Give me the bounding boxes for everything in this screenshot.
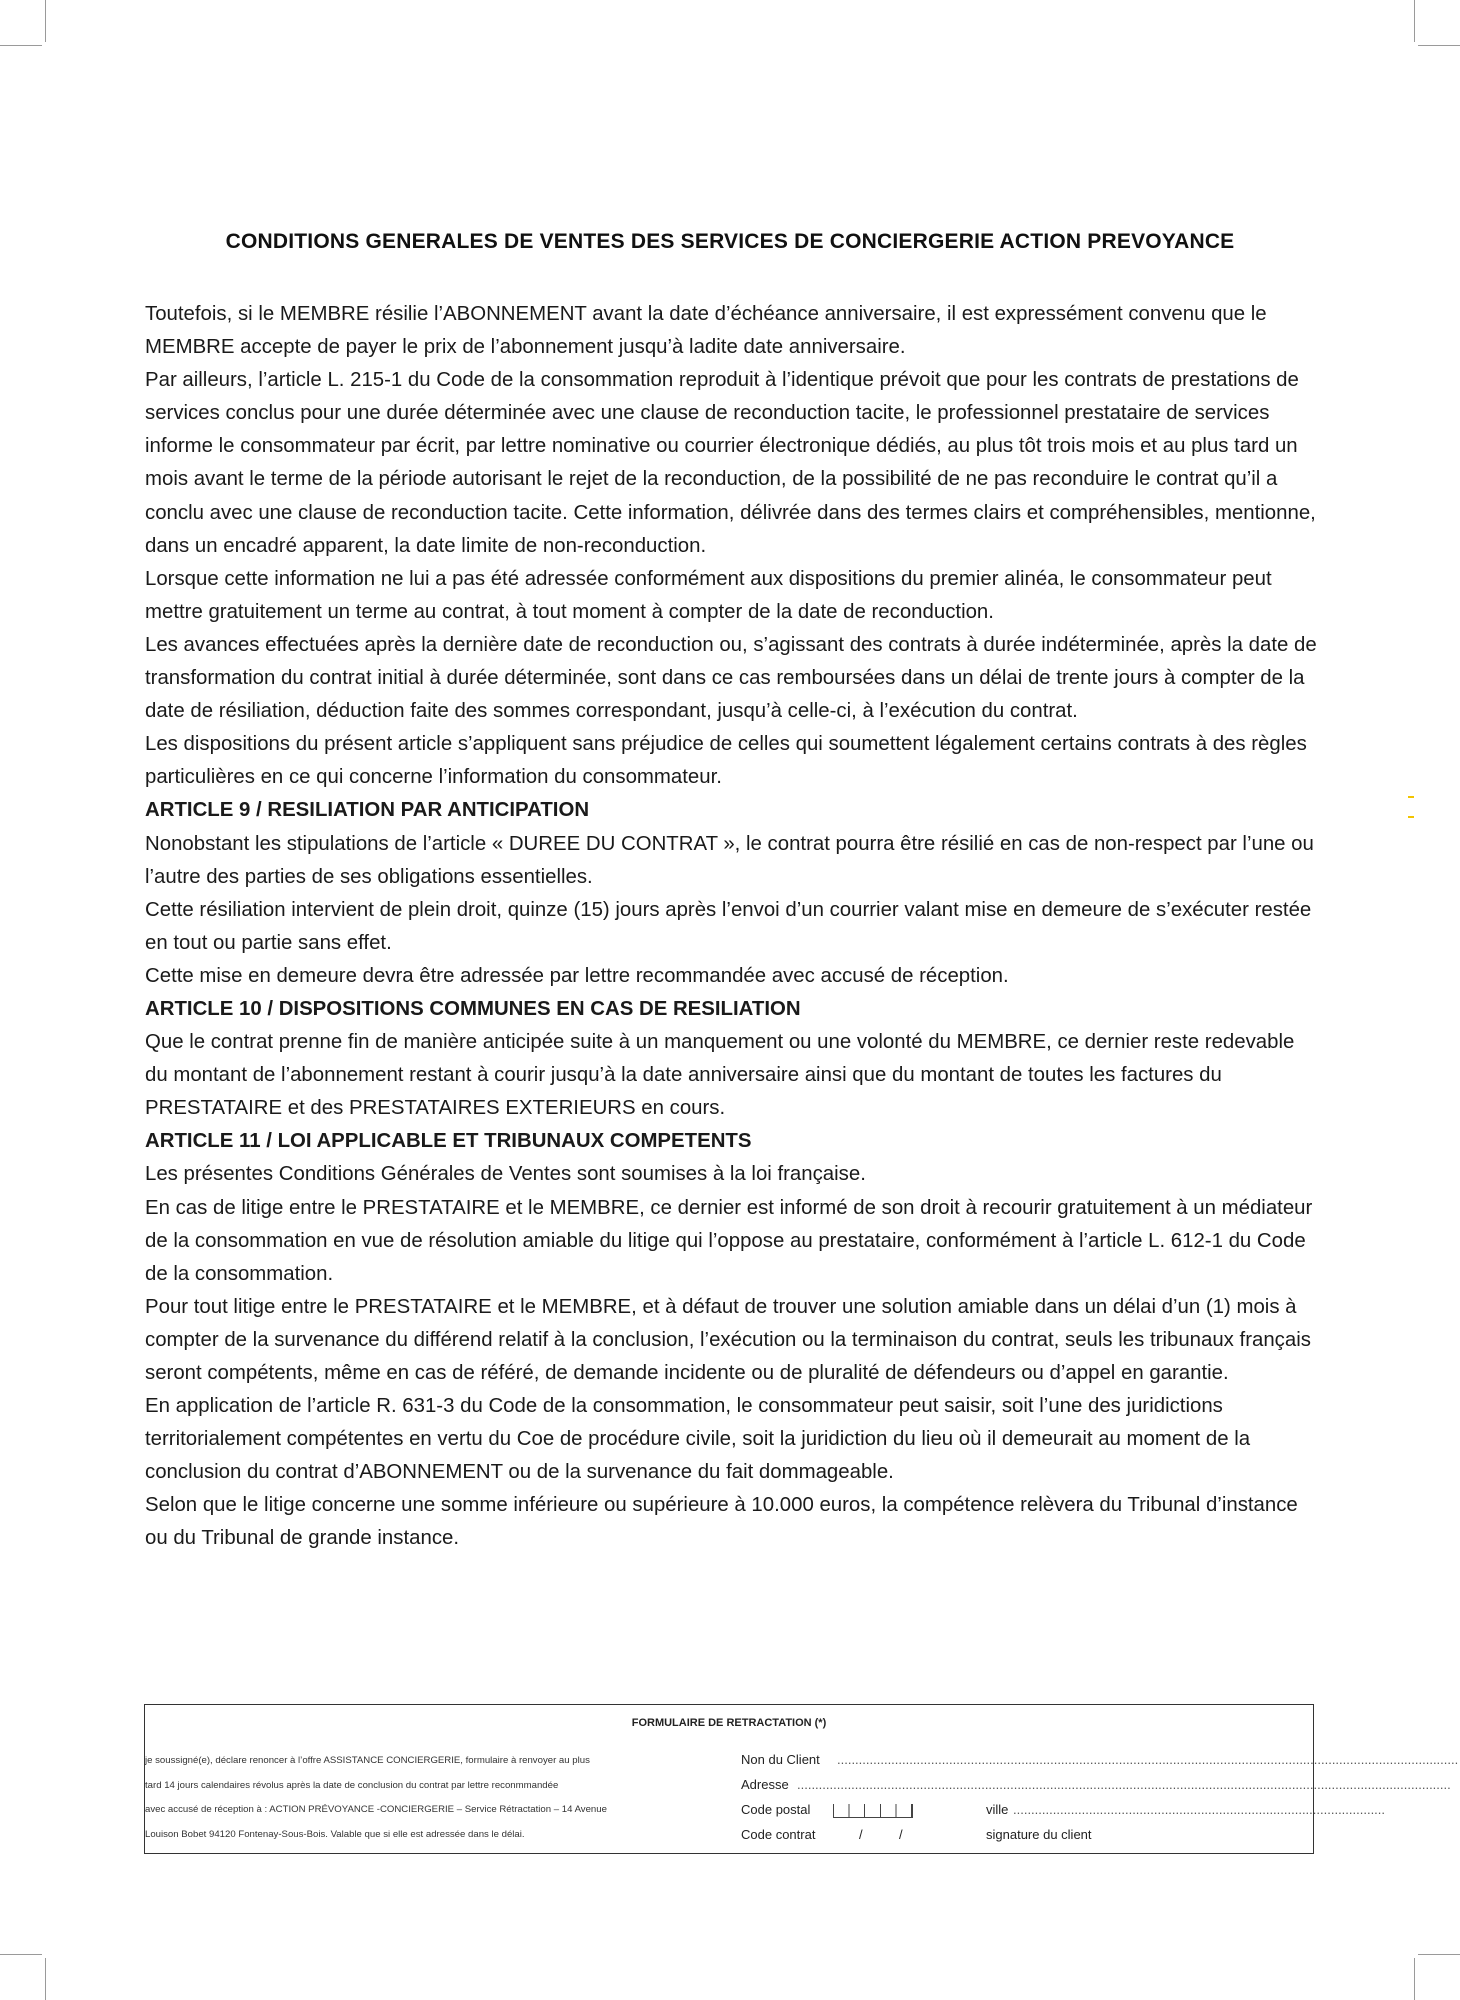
crop-mark <box>0 45 42 46</box>
crop-mark <box>1414 0 1415 42</box>
document-body <box>145 298 1317 1556</box>
contract-code-separator: / <box>859 1827 863 1842</box>
crop-mark <box>1418 1954 1460 1955</box>
crop-mark <box>1414 1958 1415 2000</box>
paragraph: En application de l’article R. 631-3 du Code de la consommation, le consommateur peut saisir, soit l’une des juridictions territorialement compétentes en vertu du Coe de procédure civile, soit la juridiction du lieu où il demeurait au moment de la conclusion du contrat d’ABONNEMENT ou de la survenance du fait dommageable. <box>145 1395 1251 1484</box>
paragraph: Les présentes Conditions Générales de Ventes sont soumises à la loi française. <box>145 1163 866 1186</box>
form-instructions <box>145 1749 705 1847</box>
form-fields <box>741 1747 1459 1847</box>
client-name-row <box>741 1747 1459 1772</box>
city-label: ville <box>986 1802 1009 1817</box>
paragraph: Par ailleurs, l’article L. 215-1 du Code de la consommation reproduit à l’identique prévoit que pour les contrats de prestations de services conclus pour une durée déterminée avec une clause de reconduction tacite, le professionnel prestataire de services informe le consommateur par écrit, par lettre nominative ou courrier électronique dédiés, au plus tôt trois mois et au plus tard un mois avant le terme de la période autorisant le rejet de la reconduction, de la possibilité de ne pas reconduire le contrat qu’il a conclu avec une clause de reconduction tacite. Cette information, délivrée dans des termes clairs et compréhensibles, mentionne, dans un encadré apparent, la date limite de non-reconduction. <box>145 369 1316 557</box>
city-field[interactable]: ....................................................................................................... <box>1013 1802 1386 1817</box>
paragraph: Lorsque cette information ne lui a pas été adressée conformément aux dispositions du premier alinéa, le consommateur peut mettre gratuitement un terme au contrat, à tout moment à compter de la date de reconduction. <box>145 567 1272 623</box>
paragraph: Toutefois, si le MEMBRE résilie l’ABONNEMENT avant la date d’échéance anniversaire, il est expressément convenu que le MEMBRE accepte de payer le prix de l’abonnement jusqu’à ladite date anniversaire. <box>145 303 1267 359</box>
paragraph: Que le contrat prenne fin de manière anticipée suite à un manquement ou une volonté du MEMBRE, ce dernier reste redevable du montant de l’abonnement restant à courir jusqu’à la date anniversaire ainsi que du montant de toutes les factures du PRESTATAIRE et des PRESTATAIRES EXTERIEURS en cours. <box>145 1031 1295 1120</box>
paragraph: Cette mise en demeure devra être adressée par lettre recommandée avec accusé de réception. <box>145 964 1009 987</box>
crop-mark <box>0 1954 42 1955</box>
instruction-line: avec accusé de réception à : ACTION PRÉVOYANCE -CONCIERGERIE – Service Rétractation – 14 Avenue <box>145 1804 607 1815</box>
signature-label: signature du client <box>986 1827 1092 1842</box>
postcode-label: Code postal <box>741 1802 811 1817</box>
paragraph: Les avances effectuées après la dernière date de reconduction ou, s’agissant des contrats à durée indéterminée, après la date de transformation du contrat initial à durée déterminée, sont dans ce cas remboursées dans un délai de trente jours à compter de la date de résiliation, déduction faite des sommes correspondant, jusqu’à celle-ci, à l’exécution du contrat. <box>145 633 1317 723</box>
postcode-cells[interactable] <box>833 1804 913 1818</box>
registration-mark <box>1408 796 1414 798</box>
paragraph: En cas de litige entre le PRESTATAIRE et le MEMBRE, ce dernier est informé de son droit à recourir gratuitement à un médiateur de la consommation en vue de résolution amiable du litige qui l’oppose au prestataire, conformément à l’article L. 612-1 du Code de la consommation. <box>145 1196 1313 1285</box>
paragraph: Les dispositions du présent article s’appliquent sans préjudice de celles qui soumettent légalement certains contrats à des règles particulières en ce qui concerne l’information du consommateur. <box>145 733 1307 789</box>
contract-code-label: Code contrat <box>741 1827 816 1842</box>
registration-mark <box>1408 816 1414 818</box>
address-label: Adresse <box>741 1777 789 1792</box>
contract-signature-row <box>741 1822 1301 1847</box>
crop-mark <box>1418 45 1460 46</box>
contract-code-separator: / <box>899 1827 903 1842</box>
form-title: FORMULAIRE DE RETRACTATION (*) <box>631 1717 827 1729</box>
retraction-form <box>144 1704 1459 1854</box>
article-10-heading: ARTICLE 10 / DISPOSITIONS COMMUNES EN CAS DE RESILIATION <box>145 997 801 1020</box>
address-row <box>741 1772 1451 1797</box>
paragraph: Nonobstant les stipulations de l’article « DUREE DU CONTRAT », le contrat pourra être résilié en cas de non-respect par l’une ou l’autre des parties de ses obligations essentielles. <box>145 832 1314 888</box>
instruction-line: Louison Bobet 94120 Fontenay-Sous-Bois. Valable que si elle est adressée dans le délai. <box>145 1828 525 1840</box>
address-field[interactable]: ..................................................................................................................................................................................... <box>797 1777 1451 1792</box>
article-9-heading: ARTICLE 9 / RESILIATION PAR ANTICIPATION <box>145 799 590 822</box>
client-name-label: Non du Client <box>741 1752 820 1767</box>
article-11-heading: ARTICLE 11 / LOI APPLICABLE ET TRIBUNAUX COMPETENTS <box>145 1130 752 1153</box>
crop-mark <box>45 0 46 42</box>
client-name-field[interactable]: ............................................................................................................................................................................ <box>837 1752 1459 1767</box>
postcode-city-row <box>741 1797 1386 1822</box>
instruction-line: tard 14 jours calendaires révolus après la date de conclusion du contrat par lettre reconmmandée <box>145 1779 559 1791</box>
instruction-line: je soussigné(e), déclare renoncer à l’offre ASSISTANCE CONCIERGERIE, formulaire à renvoyer au plus <box>145 1755 590 1766</box>
paragraph: Selon que le litige concerne une somme inférieure ou supérieure à 10.000 euros, la compétence relèvera du Tribunal d’instance ou du Tribunal de grande instance. <box>145 1494 1298 1550</box>
paragraph: Pour tout litige entre le PRESTATAIRE et le MEMBRE, et à défaut de trouver une solution amiable dans un délai d’un (1) mois à compter de la survenance du différend relatif à la conclusion, l’exécution ou la terminaison du contrat, seuls les tribunaux français seront compétents, même en cas de référé, de demande incidente ou de pluralité de défendeurs ou d’appel en garantie. <box>145 1295 1311 1384</box>
page-title: CONDITIONS GENERALES DE VENTES DES SERVICES DE CONCIERGERIE ACTION PREVOYANCE <box>225 230 1235 253</box>
crop-mark <box>45 1958 46 2000</box>
paragraph: Cette résiliation intervient de plein droit, quinze (15) jours après l’envoi d’un courrier valant mise en demeure de s’exécuter restée en tout ou partie sans effet. <box>145 898 1312 954</box>
